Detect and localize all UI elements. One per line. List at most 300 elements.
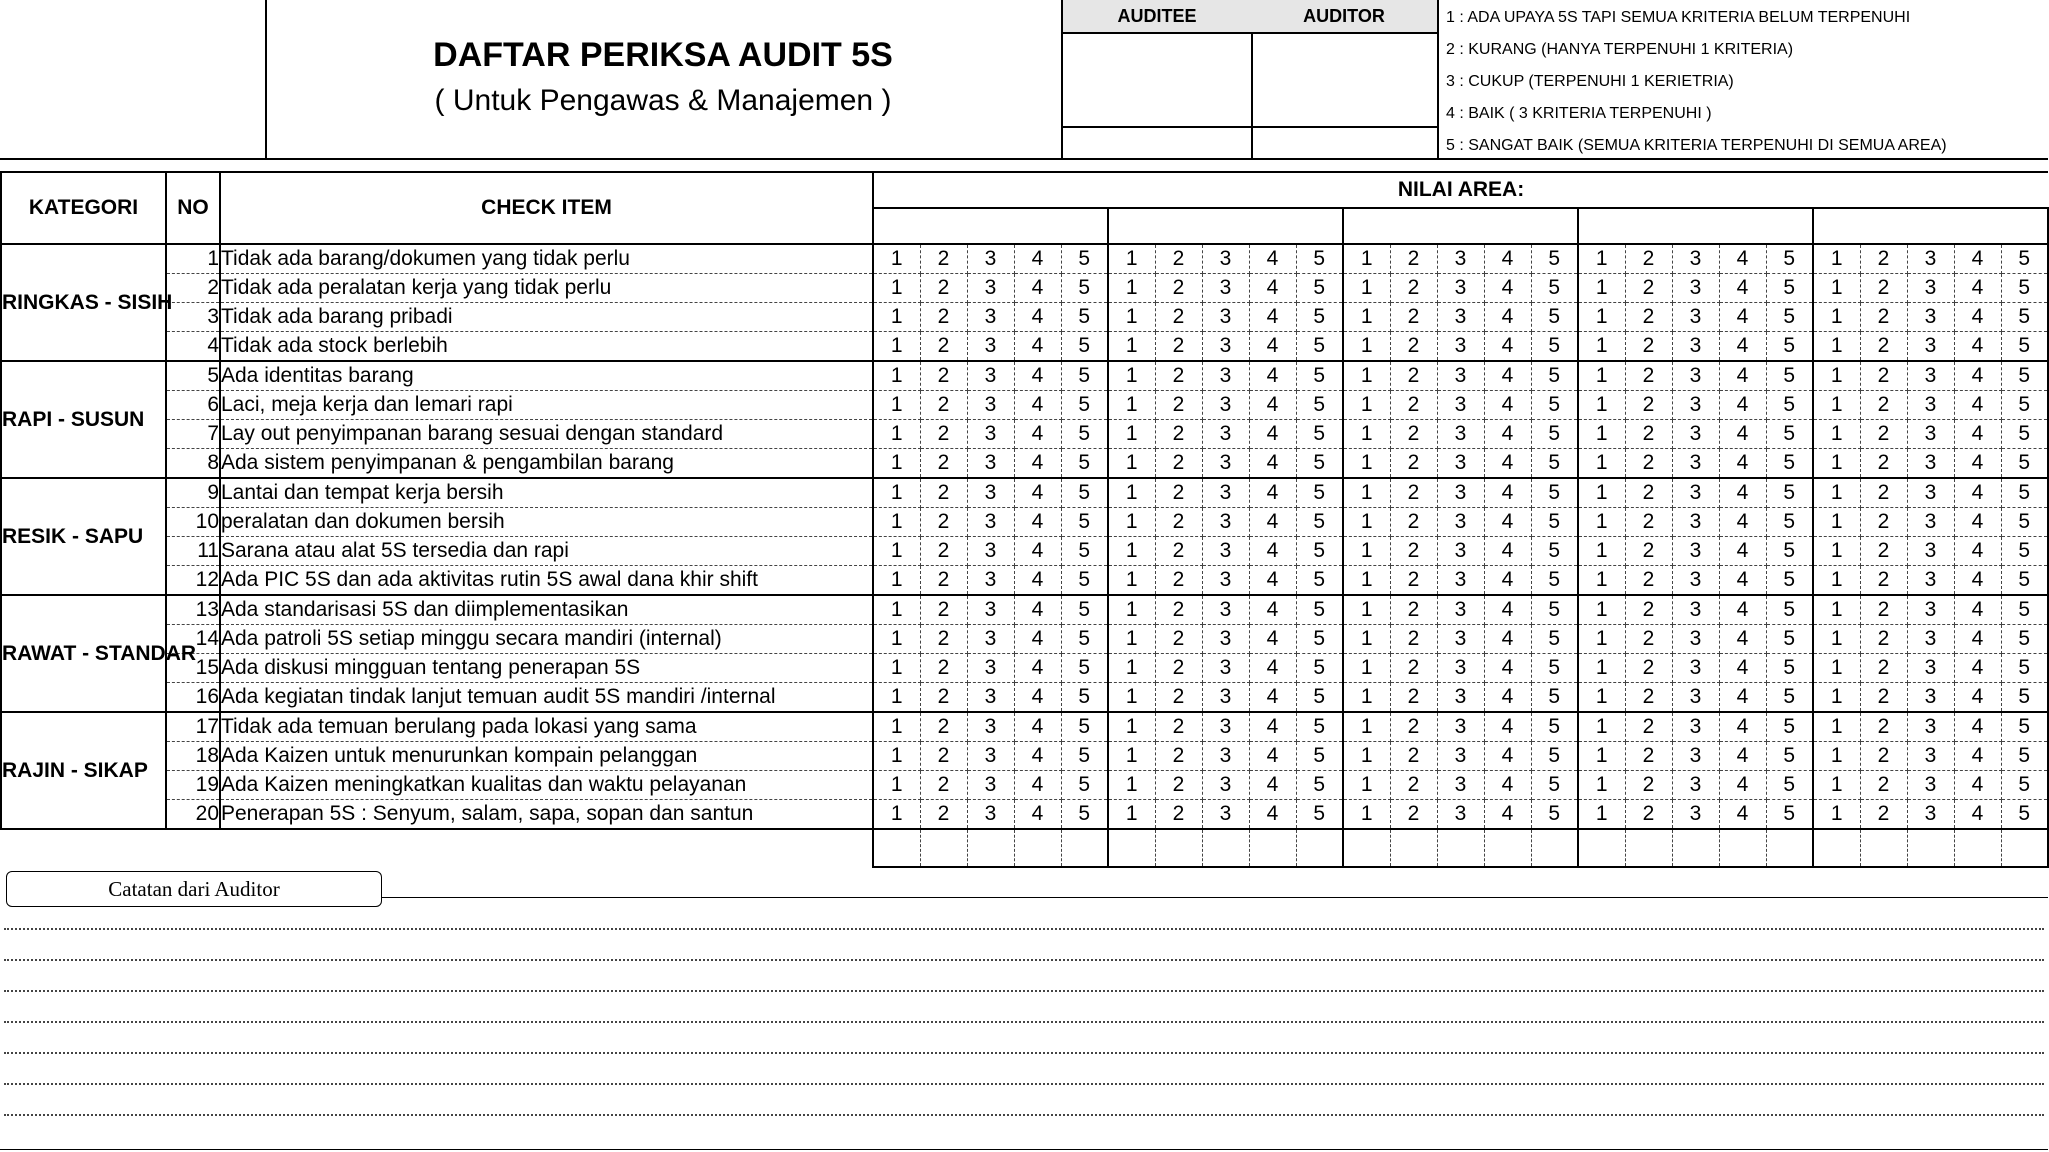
score-option[interactable]: 2 [1860, 420, 1907, 449]
score-option[interactable]: 4 [1484, 625, 1531, 654]
score-option[interactable]: 3 [1202, 361, 1249, 391]
score-option[interactable]: 3 [1672, 771, 1719, 800]
score-option[interactable]: 4 [1954, 391, 2001, 420]
note-line[interactable] [4, 1052, 2044, 1054]
score-option[interactable]: 5 [1531, 566, 1578, 596]
score-option[interactable]: 3 [1907, 537, 1954, 566]
score-option[interactable]: 3 [1672, 478, 1719, 508]
score-option[interactable]: 4 [1014, 771, 1061, 800]
score-option[interactable]: 1 [1108, 742, 1155, 771]
score-option[interactable]: 4 [1719, 303, 1766, 332]
score-option[interactable]: 1 [1108, 771, 1155, 800]
area-name-field[interactable] [1108, 208, 1343, 244]
score-option[interactable]: 4 [1954, 478, 2001, 508]
score-option[interactable]: 2 [1860, 391, 1907, 420]
score-option[interactable]: 4 [1249, 391, 1296, 420]
score-option[interactable]: 4 [1954, 449, 2001, 479]
score-option[interactable]: 4 [1719, 274, 1766, 303]
score-option[interactable]: 3 [1907, 391, 1954, 420]
score-option[interactable]: 4 [1954, 537, 2001, 566]
score-option[interactable]: 4 [1719, 742, 1766, 771]
score-option[interactable]: 2 [1625, 361, 1672, 391]
score-option[interactable]: 4 [1954, 742, 2001, 771]
score-option[interactable]: 1 [1108, 361, 1155, 391]
score-option[interactable]: 2 [1860, 566, 1907, 596]
score-option[interactable]: 2 [1155, 303, 1202, 332]
score-option[interactable]: 3 [1907, 800, 1954, 830]
score-option[interactable]: 4 [1484, 332, 1531, 362]
score-option[interactable]: 4 [1249, 712, 1296, 742]
score-option[interactable]: 2 [1860, 478, 1907, 508]
score-option[interactable]: 4 [1719, 361, 1766, 391]
score-option[interactable]: 3 [967, 361, 1014, 391]
score-option[interactable]: 5 [1296, 508, 1343, 537]
score-option[interactable]: 5 [1061, 712, 1108, 742]
score-option[interactable]: 2 [1625, 771, 1672, 800]
score-total-cell[interactable] [1390, 829, 1437, 867]
score-option[interactable]: 4 [1719, 391, 1766, 420]
score-option[interactable]: 2 [1625, 537, 1672, 566]
score-option[interactable]: 5 [2001, 566, 2048, 596]
score-option[interactable]: 3 [967, 303, 1014, 332]
score-option[interactable]: 5 [1531, 391, 1578, 420]
score-option[interactable]: 2 [1860, 683, 1907, 713]
score-option[interactable]: 5 [2001, 683, 2048, 713]
score-option[interactable]: 5 [1061, 244, 1108, 274]
score-option[interactable]: 2 [1390, 537, 1437, 566]
score-option[interactable]: 5 [1061, 391, 1108, 420]
score-option[interactable]: 5 [1061, 303, 1108, 332]
score-option[interactable]: 1 [1813, 742, 1860, 771]
score-option[interactable]: 1 [873, 537, 920, 566]
score-option[interactable]: 1 [1813, 595, 1860, 625]
score-option[interactable]: 4 [1014, 742, 1061, 771]
score-option[interactable]: 2 [1390, 508, 1437, 537]
score-option[interactable]: 1 [1813, 332, 1860, 362]
score-option[interactable]: 3 [967, 449, 1014, 479]
score-option[interactable]: 3 [1907, 771, 1954, 800]
score-option[interactable]: 5 [2001, 449, 2048, 479]
score-option[interactable]: 3 [1672, 303, 1719, 332]
score-option[interactable]: 5 [1296, 800, 1343, 830]
score-option[interactable]: 3 [967, 478, 1014, 508]
score-option[interactable]: 5 [1766, 361, 1813, 391]
score-option[interactable]: 3 [967, 625, 1014, 654]
score-option[interactable]: 4 [1484, 771, 1531, 800]
score-option[interactable]: 4 [1249, 420, 1296, 449]
score-option[interactable]: 1 [1813, 361, 1860, 391]
score-option[interactable]: 4 [1954, 625, 2001, 654]
score-option[interactable]: 4 [1014, 625, 1061, 654]
score-option[interactable]: 4 [1014, 420, 1061, 449]
score-option[interactable]: 3 [967, 274, 1014, 303]
score-option[interactable]: 2 [1860, 800, 1907, 830]
score-option[interactable]: 5 [1296, 742, 1343, 771]
score-total-cell[interactable] [1907, 829, 1954, 867]
score-option[interactable]: 5 [1061, 742, 1108, 771]
score-option[interactable]: 4 [1719, 508, 1766, 537]
note-line[interactable] [4, 990, 2044, 992]
score-option[interactable]: 3 [1202, 625, 1249, 654]
score-option[interactable]: 1 [1343, 391, 1390, 420]
score-option[interactable]: 4 [1484, 537, 1531, 566]
score-option[interactable]: 4 [1484, 683, 1531, 713]
score-option[interactable]: 1 [1578, 244, 1625, 274]
score-option[interactable]: 3 [967, 566, 1014, 596]
score-option[interactable]: 4 [1014, 332, 1061, 362]
score-option[interactable]: 4 [1719, 566, 1766, 596]
score-option[interactable]: 4 [1954, 303, 2001, 332]
score-option[interactable]: 5 [1296, 654, 1343, 683]
score-option[interactable]: 3 [1672, 595, 1719, 625]
score-option[interactable]: 1 [1813, 420, 1860, 449]
score-option[interactable]: 1 [1813, 537, 1860, 566]
score-option[interactable]: 3 [967, 391, 1014, 420]
score-option[interactable]: 5 [2001, 391, 2048, 420]
score-option[interactable]: 3 [1202, 742, 1249, 771]
score-option[interactable]: 5 [1061, 332, 1108, 362]
score-option[interactable]: 5 [1296, 274, 1343, 303]
score-option[interactable]: 2 [1155, 566, 1202, 596]
score-option[interactable]: 5 [1296, 361, 1343, 391]
score-option[interactable]: 3 [1672, 391, 1719, 420]
score-total-cell[interactable] [1061, 829, 1108, 867]
score-option[interactable]: 5 [1766, 712, 1813, 742]
score-option[interactable]: 1 [1108, 332, 1155, 362]
score-option[interactable]: 3 [1437, 420, 1484, 449]
score-option[interactable]: 3 [1202, 595, 1249, 625]
score-option[interactable]: 5 [1531, 800, 1578, 830]
score-option[interactable]: 2 [1860, 712, 1907, 742]
score-option[interactable]: 3 [1437, 771, 1484, 800]
score-option[interactable]: 5 [2001, 595, 2048, 625]
score-option[interactable]: 2 [1155, 771, 1202, 800]
score-option[interactable]: 5 [1061, 420, 1108, 449]
score-option[interactable]: 5 [1296, 420, 1343, 449]
score-option[interactable]: 4 [1484, 654, 1531, 683]
score-option[interactable]: 2 [920, 361, 967, 391]
score-option[interactable]: 3 [1907, 332, 1954, 362]
score-option[interactable]: 4 [1484, 361, 1531, 391]
score-option[interactable]: 5 [1766, 391, 1813, 420]
score-total-cell[interactable] [1296, 829, 1343, 867]
score-option[interactable]: 3 [967, 508, 1014, 537]
score-option[interactable]: 5 [1531, 420, 1578, 449]
score-option[interactable]: 5 [1531, 508, 1578, 537]
score-option[interactable]: 4 [1719, 683, 1766, 713]
score-option[interactable]: 1 [1343, 303, 1390, 332]
score-option[interactable]: 3 [1437, 566, 1484, 596]
score-option[interactable]: 3 [967, 595, 1014, 625]
score-option[interactable]: 5 [1296, 449, 1343, 479]
score-option[interactable]: 3 [1672, 654, 1719, 683]
score-option[interactable]: 2 [920, 566, 967, 596]
score-option[interactable]: 4 [1014, 654, 1061, 683]
score-option[interactable]: 3 [1672, 800, 1719, 830]
score-option[interactable]: 1 [1108, 625, 1155, 654]
score-option[interactable]: 3 [1202, 712, 1249, 742]
score-option[interactable]: 4 [1014, 683, 1061, 713]
score-option[interactable]: 3 [1907, 742, 1954, 771]
score-option[interactable]: 4 [1014, 274, 1061, 303]
score-option[interactable]: 1 [873, 274, 920, 303]
score-option[interactable]: 5 [1531, 654, 1578, 683]
score-option[interactable]: 4 [1484, 420, 1531, 449]
score-option[interactable]: 4 [1249, 508, 1296, 537]
score-option[interactable]: 2 [1155, 712, 1202, 742]
score-option[interactable]: 2 [920, 274, 967, 303]
score-option[interactable]: 1 [1813, 478, 1860, 508]
score-option[interactable]: 2 [920, 244, 967, 274]
score-option[interactable]: 2 [920, 742, 967, 771]
score-option[interactable]: 4 [1249, 361, 1296, 391]
score-option[interactable]: 2 [920, 683, 967, 713]
score-option[interactable]: 5 [1061, 537, 1108, 566]
score-option[interactable]: 2 [1390, 361, 1437, 391]
score-option[interactable]: 5 [1766, 332, 1813, 362]
score-option[interactable]: 3 [1672, 625, 1719, 654]
score-option[interactable]: 2 [1860, 361, 1907, 391]
score-option[interactable]: 2 [1625, 391, 1672, 420]
score-option[interactable]: 1 [1108, 537, 1155, 566]
score-option[interactable]: 5 [2001, 712, 2048, 742]
score-option[interactable]: 5 [1531, 683, 1578, 713]
score-option[interactable]: 3 [1907, 420, 1954, 449]
score-option[interactable]: 2 [1390, 391, 1437, 420]
score-option[interactable]: 2 [1390, 244, 1437, 274]
score-option[interactable]: 2 [920, 332, 967, 362]
score-option[interactable]: 2 [1625, 244, 1672, 274]
score-option[interactable]: 4 [1014, 595, 1061, 625]
score-option[interactable]: 3 [1202, 566, 1249, 596]
score-option[interactable]: 2 [1390, 742, 1437, 771]
score-option[interactable]: 2 [1860, 654, 1907, 683]
score-total-cell[interactable] [920, 829, 967, 867]
score-option[interactable]: 2 [1390, 303, 1437, 332]
score-option[interactable]: 4 [1249, 625, 1296, 654]
score-option[interactable]: 1 [1108, 391, 1155, 420]
score-option[interactable]: 3 [1437, 332, 1484, 362]
score-option[interactable]: 3 [1672, 332, 1719, 362]
score-option[interactable]: 3 [967, 712, 1014, 742]
score-option[interactable]: 4 [1954, 595, 2001, 625]
score-option[interactable]: 4 [1484, 478, 1531, 508]
score-option[interactable]: 5 [1766, 625, 1813, 654]
score-option[interactable]: 3 [967, 332, 1014, 362]
score-option[interactable]: 1 [1578, 537, 1625, 566]
score-option[interactable]: 5 [1766, 244, 1813, 274]
score-option[interactable]: 4 [1484, 303, 1531, 332]
score-option[interactable]: 2 [1625, 800, 1672, 830]
score-option[interactable]: 1 [1578, 712, 1625, 742]
score-option[interactable]: 1 [1578, 391, 1625, 420]
score-total-cell[interactable] [967, 829, 1014, 867]
score-option[interactable]: 2 [1860, 595, 1907, 625]
score-total-cell[interactable] [1625, 829, 1672, 867]
auditor-signature-field[interactable] [1251, 0, 1439, 158]
score-option[interactable]: 1 [873, 742, 920, 771]
score-option[interactable]: 5 [1296, 478, 1343, 508]
score-option[interactable]: 1 [1578, 332, 1625, 362]
score-option[interactable]: 2 [1390, 449, 1437, 479]
score-option[interactable]: 5 [1296, 566, 1343, 596]
score-option[interactable]: 5 [1766, 537, 1813, 566]
score-option[interactable]: 3 [1907, 625, 1954, 654]
score-option[interactable]: 4 [1954, 274, 2001, 303]
score-option[interactable]: 1 [873, 244, 920, 274]
score-option[interactable]: 3 [1437, 449, 1484, 479]
score-option[interactable]: 5 [1061, 683, 1108, 713]
score-option[interactable]: 5 [1296, 303, 1343, 332]
score-option[interactable]: 1 [1813, 771, 1860, 800]
score-option[interactable]: 3 [1672, 712, 1719, 742]
score-option[interactable]: 3 [1202, 274, 1249, 303]
score-option[interactable]: 1 [873, 332, 920, 362]
score-option[interactable]: 2 [920, 771, 967, 800]
score-option[interactable]: 4 [1249, 303, 1296, 332]
score-option[interactable]: 1 [1108, 595, 1155, 625]
score-option[interactable]: 2 [920, 303, 967, 332]
score-option[interactable]: 2 [1390, 683, 1437, 713]
score-option[interactable]: 2 [1860, 537, 1907, 566]
score-option[interactable]: 1 [1108, 654, 1155, 683]
note-line[interactable] [4, 1083, 2044, 1085]
score-option[interactable]: 5 [1061, 595, 1108, 625]
score-option[interactable]: 5 [1531, 625, 1578, 654]
score-option[interactable]: 5 [1766, 771, 1813, 800]
score-option[interactable]: 4 [1014, 391, 1061, 420]
score-option[interactable]: 4 [1014, 800, 1061, 830]
score-option[interactable]: 1 [1108, 712, 1155, 742]
score-option[interactable]: 2 [920, 508, 967, 537]
score-option[interactable]: 2 [1625, 595, 1672, 625]
score-option[interactable]: 4 [1954, 244, 2001, 274]
score-option[interactable]: 1 [873, 449, 920, 479]
score-option[interactable]: 2 [920, 391, 967, 420]
score-option[interactable]: 2 [1625, 478, 1672, 508]
score-option[interactable]: 4 [1484, 742, 1531, 771]
score-option[interactable]: 4 [1249, 683, 1296, 713]
score-option[interactable]: 4 [1954, 800, 2001, 830]
score-option[interactable]: 2 [1625, 742, 1672, 771]
score-option[interactable]: 4 [1719, 771, 1766, 800]
score-option[interactable]: 1 [1813, 683, 1860, 713]
score-option[interactable]: 4 [1249, 478, 1296, 508]
score-total-cell[interactable] [873, 829, 920, 867]
score-option[interactable]: 5 [1766, 449, 1813, 479]
score-option[interactable]: 1 [1813, 654, 1860, 683]
score-total-cell[interactable] [1484, 829, 1531, 867]
score-option[interactable]: 3 [1672, 742, 1719, 771]
score-total-cell[interactable] [1249, 829, 1296, 867]
score-option[interactable]: 1 [1813, 625, 1860, 654]
score-option[interactable]: 5 [1531, 742, 1578, 771]
score-option[interactable]: 5 [1296, 244, 1343, 274]
score-option[interactable]: 4 [1484, 595, 1531, 625]
score-option[interactable]: 1 [1578, 361, 1625, 391]
score-option[interactable]: 3 [1672, 420, 1719, 449]
score-option[interactable]: 4 [1484, 274, 1531, 303]
score-total-cell[interactable] [1437, 829, 1484, 867]
score-option[interactable]: 1 [1343, 683, 1390, 713]
score-option[interactable]: 2 [1860, 274, 1907, 303]
score-total-cell[interactable] [1954, 829, 2001, 867]
score-option[interactable]: 5 [1296, 625, 1343, 654]
score-option[interactable]: 2 [920, 478, 967, 508]
auditee-signature-field[interactable] [1063, 0, 1253, 158]
score-option[interactable]: 5 [2001, 742, 2048, 771]
score-option[interactable]: 4 [1719, 595, 1766, 625]
score-total-cell[interactable] [1860, 829, 1907, 867]
score-option[interactable]: 2 [920, 712, 967, 742]
score-total-cell[interactable] [1672, 829, 1719, 867]
score-option[interactable]: 3 [1437, 537, 1484, 566]
score-option[interactable]: 1 [1578, 742, 1625, 771]
score-option[interactable]: 1 [1578, 478, 1625, 508]
score-option[interactable]: 5 [1296, 712, 1343, 742]
score-option[interactable]: 2 [1155, 654, 1202, 683]
score-option[interactable]: 2 [920, 537, 967, 566]
score-option[interactable]: 5 [2001, 361, 2048, 391]
score-option[interactable]: 2 [1155, 391, 1202, 420]
score-option[interactable]: 1 [1108, 420, 1155, 449]
score-option[interactable]: 1 [1108, 800, 1155, 830]
score-option[interactable]: 3 [1907, 712, 1954, 742]
score-option[interactable]: 1 [1108, 683, 1155, 713]
score-option[interactable]: 4 [1484, 712, 1531, 742]
score-option[interactable]: 2 [1860, 742, 1907, 771]
score-option[interactable]: 1 [1343, 712, 1390, 742]
score-option[interactable]: 3 [967, 683, 1014, 713]
score-option[interactable]: 1 [1578, 420, 1625, 449]
score-option[interactable]: 1 [1343, 771, 1390, 800]
score-option[interactable]: 2 [1625, 303, 1672, 332]
score-option[interactable]: 1 [1343, 654, 1390, 683]
score-option[interactable]: 1 [1578, 303, 1625, 332]
score-option[interactable]: 1 [1343, 537, 1390, 566]
score-option[interactable]: 2 [1625, 712, 1672, 742]
score-option[interactable]: 2 [1155, 274, 1202, 303]
score-total-cell[interactable] [1202, 829, 1249, 867]
score-option[interactable]: 3 [967, 742, 1014, 771]
score-option[interactable]: 5 [1766, 566, 1813, 596]
score-option[interactable]: 5 [1061, 449, 1108, 479]
score-option[interactable]: 1 [1578, 508, 1625, 537]
score-option[interactable]: 2 [1155, 800, 1202, 830]
score-option[interactable]: 4 [1719, 800, 1766, 830]
score-option[interactable]: 3 [1437, 361, 1484, 391]
score-option[interactable]: 1 [1343, 478, 1390, 508]
score-option[interactable]: 2 [1155, 478, 1202, 508]
score-option[interactable]: 2 [1860, 303, 1907, 332]
score-option[interactable]: 5 [1061, 508, 1108, 537]
score-option[interactable]: 1 [1578, 625, 1625, 654]
score-option[interactable]: 3 [1437, 303, 1484, 332]
score-option[interactable]: 3 [1437, 625, 1484, 654]
score-option[interactable]: 3 [1202, 654, 1249, 683]
score-option[interactable]: 4 [1954, 508, 2001, 537]
score-total-cell[interactable] [1719, 829, 1766, 867]
area-name-field[interactable] [873, 208, 1108, 244]
score-total-cell[interactable] [1014, 829, 1061, 867]
score-option[interactable]: 1 [1343, 420, 1390, 449]
score-option[interactable]: 3 [1437, 508, 1484, 537]
score-option[interactable]: 5 [1061, 361, 1108, 391]
score-option[interactable]: 1 [1578, 566, 1625, 596]
score-option[interactable]: 2 [1390, 595, 1437, 625]
score-option[interactable]: 3 [1907, 361, 1954, 391]
score-option[interactable]: 5 [2001, 537, 2048, 566]
